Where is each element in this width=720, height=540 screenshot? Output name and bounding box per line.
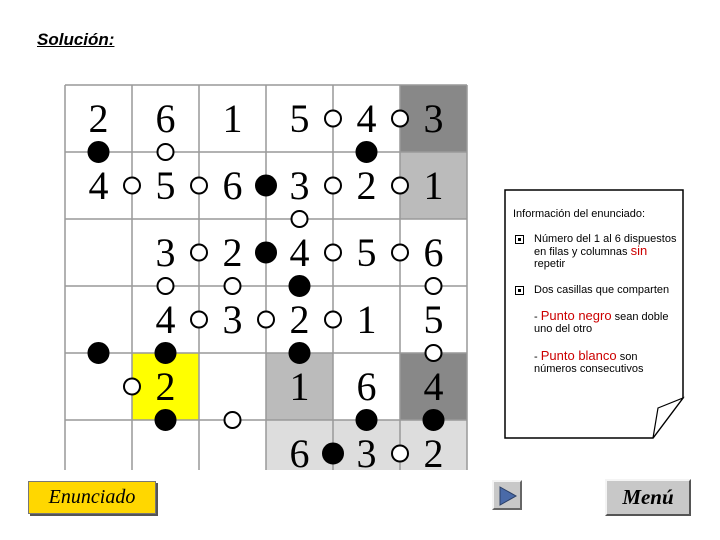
white-dot-icon — [225, 412, 241, 428]
white-dot-icon — [158, 278, 174, 294]
white-dot-icon — [325, 178, 341, 194]
white-dot-icon — [258, 312, 274, 328]
black-dot-icon — [156, 343, 176, 363]
highlight-black: Punto negro — [540, 308, 612, 323]
cell-number[interactable]: 4 — [88, 163, 109, 208]
white-dot-icon — [292, 211, 308, 227]
white-dot-icon — [191, 245, 207, 261]
next-button[interactable] — [492, 480, 522, 510]
bullet-icon — [515, 286, 524, 295]
highlight-white: Punto blanco — [540, 348, 617, 363]
cell-number[interactable]: 1 — [222, 96, 243, 141]
cell-number[interactable]: 3 — [356, 431, 377, 470]
cell-number[interactable]: 2 — [289, 297, 310, 342]
black-dot-icon — [256, 176, 276, 196]
white-dot-icon — [426, 278, 442, 294]
cell-number[interactable]: 5 — [289, 96, 310, 141]
white-dot-icon — [426, 345, 442, 361]
cell-number[interactable]: 4 — [356, 96, 377, 141]
cell-number[interactable]: 2 — [423, 431, 444, 470]
white-dot-icon — [225, 278, 241, 294]
black-dot-icon — [256, 243, 276, 263]
info-rule-pairs: Dos casillas que comparten — [513, 284, 678, 296]
black-dot-icon — [156, 410, 176, 430]
cell-number[interactable]: 3 — [155, 230, 176, 275]
cell-number[interactable]: 4 — [155, 297, 176, 342]
white-dot-icon — [191, 312, 207, 328]
white-dot-icon — [124, 178, 140, 194]
cell-number[interactable]: 6 — [356, 364, 377, 409]
cell-number[interactable]: 6 — [289, 431, 310, 470]
cell-number[interactable]: 2 — [88, 96, 109, 141]
cell-number[interactable]: 5 — [423, 297, 444, 342]
cell-number[interactable]: 4 — [289, 230, 310, 275]
cell-number[interactable]: 5 — [155, 163, 176, 208]
cell-number[interactable]: 4 — [423, 364, 444, 409]
white-dot-icon — [325, 245, 341, 261]
black-dot-icon — [357, 410, 377, 430]
info-rule-numbers: Número del 1 al 6 dispuestos en filas y columnas sin repetir — [513, 233, 678, 270]
black-dot-icon — [323, 444, 343, 464]
info-note — [503, 188, 685, 438]
cell-number[interactable]: 6 — [222, 163, 243, 208]
cell-number[interactable]: 1 — [289, 364, 310, 409]
highlight-sin: sin — [630, 243, 648, 258]
cell-number[interactable]: 3 — [423, 96, 444, 141]
cell-number[interactable]: 2 — [222, 230, 243, 275]
cell-number[interactable]: 1 — [423, 163, 444, 208]
cell-number[interactable]: 1 — [356, 297, 377, 342]
cell-number[interactable]: 5 — [356, 230, 377, 275]
play-right-icon — [497, 485, 519, 507]
cell-number[interactable]: 6 — [155, 96, 176, 141]
white-dot-icon — [392, 111, 408, 127]
white-dot-icon — [392, 245, 408, 261]
info-white-dot-rule: - Punto blanco son números consecutivos — [534, 348, 644, 375]
info-black-dot-rule: - Punto negro sean doble uno del otro — [534, 308, 669, 335]
black-dot-icon — [89, 142, 109, 162]
black-dot-icon — [424, 410, 444, 430]
info-heading: Información del enunciado: — [513, 208, 646, 220]
black-dot-icon — [290, 276, 310, 296]
white-dot-icon — [124, 379, 140, 395]
cell-number[interactable]: 2 — [356, 163, 377, 208]
white-dot-icon — [325, 312, 341, 328]
enunciado-button[interactable]: Enunciado — [28, 481, 156, 514]
white-dot-icon — [191, 178, 207, 194]
page-title: Solución: — [37, 30, 115, 49]
white-dot-icon — [392, 446, 408, 462]
cell-number[interactable]: 2 — [155, 364, 176, 409]
black-dot-icon — [290, 343, 310, 363]
cell-number[interactable]: 3 — [222, 297, 243, 342]
menu-button[interactable]: Menú — [605, 479, 691, 516]
black-dot-icon — [357, 142, 377, 162]
cell-number[interactable]: 6 — [423, 230, 444, 275]
bullet-icon — [515, 235, 524, 244]
white-dot-icon — [325, 111, 341, 127]
cell-number[interactable]: 3 — [289, 163, 310, 208]
white-dot-icon — [392, 178, 408, 194]
white-dot-icon — [158, 144, 174, 160]
black-dot-icon — [89, 343, 109, 363]
